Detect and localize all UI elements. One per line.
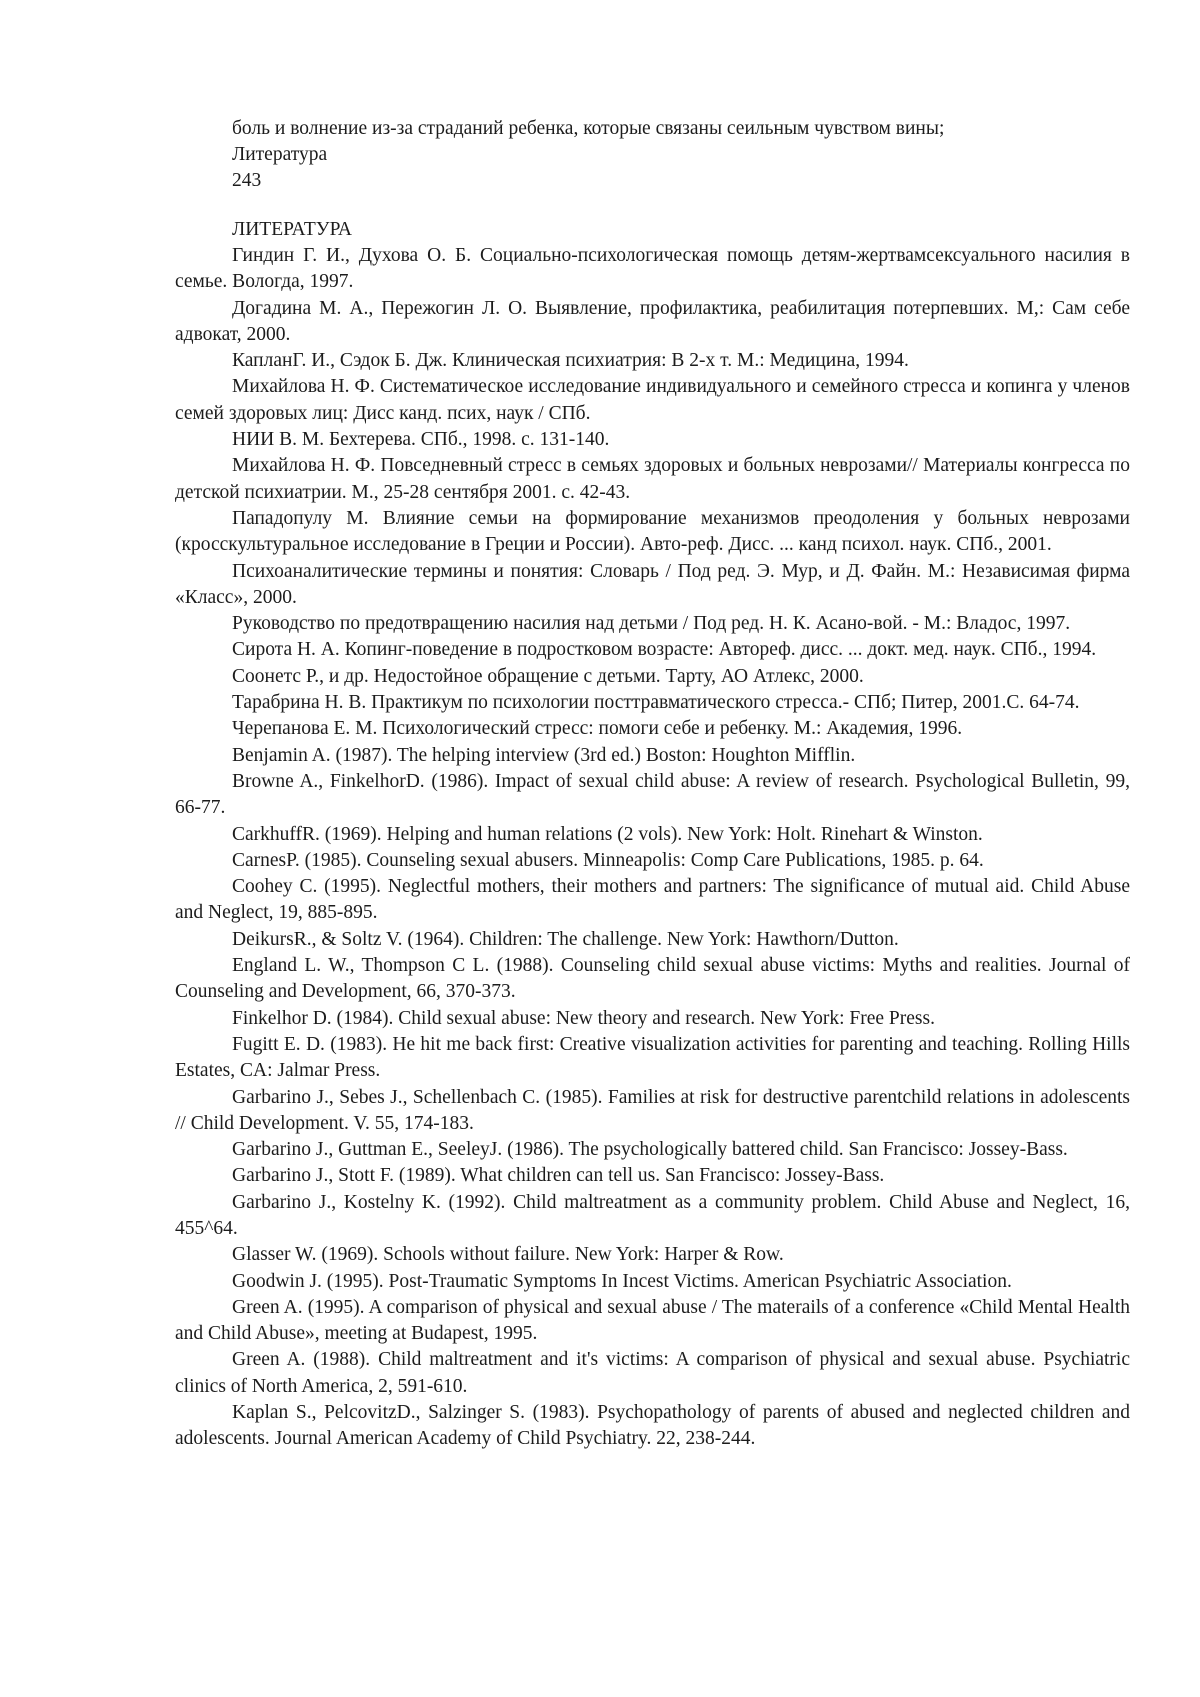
reference-entry: Garbarino J., Kostelny K. (1992). Child maltreatment as a community problem. Child Abuse and Neglect, 16, 455^64. — [175, 1191, 1130, 1239]
section-title: ЛИТЕРАТУРА — [232, 219, 352, 240]
reference-entry: Garbarino J., Sebes J., Schellenbach C. (1985). Families at risk for destructive parentchild relations in adolescents // Child Development. V. 55, 174-183. — [175, 1086, 1130, 1134]
reference-entry: Михайлова Н. Ф. Повседневный стресс в семьях здоровых и больных неврозами// Материалы конгресса по детской психиатрии. М., 25-28 сентября 2001. с. 42-43. — [175, 455, 1130, 503]
reference-entry: Fugitt E. D. (1983). He hit me back first: Creative visualization activities for parenting and teaching. Rolling Hills Estates, CA: Jalmar Press. — [175, 1033, 1130, 1082]
reference-entry: Glasser W. (1969). Schools without failure. New York: Harper & Row. — [232, 1244, 784, 1266]
reference-entry: Green A. (1988). Child maltreatment and it's victims: A comparison of physical and sexual abuse. Psychiatric clinics of North America, 2, 591-610. — [175, 1349, 1130, 1397]
reference-entry: DeikursR., & Soltz V. (1964). Children: The challenge. New York: Hawthorn/Dutton. — [232, 928, 899, 950]
reference-entry: Соонетс Р., и др. Недостойное обращение с детьми. Тарту, АО Атлекс, 2000. — [232, 665, 864, 687]
reference-entry: Догадина М. А., Пережогин Л. О. Выявление, профилактика, реабилитация потерпевших. М,: Сам себе адвокат, 2000. — [175, 297, 1130, 345]
reference-list — [175, 243, 1130, 1453]
reference-entry: Coohey C. (1995). Neglectful mothers, their mothers and partners: The significance of mutual aid. Child Abuse and Neglect, 19, 885-895. — [175, 876, 1130, 924]
page-header — [232, 116, 1132, 194]
reference-entry: Kaplan S., PelcovitzD., Salzinger S. (1983). Psychopathology of parents of abused and neglected children and adolescents. Journal American Academy of Child Psychiatry. 22, 238-244. — [175, 1402, 1130, 1450]
page-number: 243 — [232, 170, 262, 191]
reference-entry: Сирота Н. А. Копинг-поведение в подростковом возрасте: Автореф. дисс. ... докт. мед. наук. СПб., 1994. — [232, 639, 1097, 661]
reference-entry: Browne A., FinkelhorD. (1986). Impact of sexual child abuse: A review of research. Psychological Bulletin, 99, 66-77. — [175, 770, 1130, 819]
reference-entry: Finkelhor D. (1984). Child sexual abuse: New theory and research. New York: Free Press. — [232, 1007, 935, 1029]
reference-entry: Green A. (1995). A comparison of physical and sexual abuse / The materails of a conference «Child Mental Health and Child Abuse», meeting at Budapest, 1995. — [175, 1296, 1130, 1345]
reference-entry: Черепанова Е. М. Психологический стресс: помоги себе и ребенку. М.: Академия, 1996. — [232, 718, 963, 740]
reference-entry: Тарабрина Н. В. Практикум по психологии посттравматического стресса.- СПб; Питер, 2001.С. 64-74. — [232, 692, 1080, 714]
header-label: Литература — [232, 144, 328, 165]
reference-entry: Garbarino J., Stott F. (1989). What children can tell us. San Francisco: Jossey-Bass. — [232, 1165, 885, 1187]
reference-entry: Пападопулу М. Влияние семьи на формирование механизмов преодоления у больных неврозами (кросскультуральное исследование в Греции и России). Авто-реф. Дисс. ... канд психол. наук. СПб., 2001. — [175, 507, 1130, 556]
reference-entry: Goodwin J. (1995). Post-Traumatic Symptoms In Incest Victims. American Psychiatric Association. — [232, 1270, 1012, 1292]
reference-entry: Benjamin A. (1987). The helping interview (3rd ed.) Boston: Houghton Mifflin. — [232, 744, 856, 766]
reference-entry: Михайлова Н. Ф. Систематическое исследование индивидуального и семейного стресса и копинга у членов семей здоровых лиц: Дисс канд. псих, наук / СПб. — [175, 376, 1130, 424]
reference-entry: Гиндин Г. И., Духова О. Б. Социально-психологическая помощь детям-жертвамсексуального насилия в семье. Вологда, 1997. — [175, 245, 1130, 293]
reference-entry: England L. W., Thompson C L. (1988). Counseling child sexual abuse victims: Myths and realities. Journal of Counseling and Development, 66, 370-373. — [175, 955, 1130, 1003]
continued-text-line: боль и волнение из-за страданий ребенка, которые связаны сеильным чувством вины; — [232, 118, 945, 139]
reference-entry: Руководство по предотвращению насилия над детьми / Под ред. Н. К. Асано-вой. - М.: Владос, 1997. — [232, 613, 1071, 635]
reference-entry: Психоаналитические термины и понятия: Словарь / Под ред. Э. Мур, и Д. Файн. М.: Независимая фирма «Класс», 2000. — [175, 560, 1130, 608]
reference-entry: CarnesP. (1985). Counseling sexual abusers. Minneapolis: Comp Care Publications, 1985. p. 64. — [232, 849, 984, 871]
reference-entry: CarkhuffR. (1969). Helping and human relations (2 vols). New York: Holt. Rinehart & Winston. — [232, 823, 983, 845]
reference-entry: Garbarino J., Guttman E., SeeleyJ. (1986). The psychologically battered child. San Francisco: Jossey-Bass. — [232, 1139, 1068, 1161]
reference-entry: НИИ В. М. Бехтерева. СПб., 1998. с. 131-140. — [232, 429, 610, 451]
reference-entry: КапланГ. И., Сэдок Б. Дж. Клиническая психиатрия: В 2-х т. М.: Медицина, 1994. — [232, 350, 909, 372]
